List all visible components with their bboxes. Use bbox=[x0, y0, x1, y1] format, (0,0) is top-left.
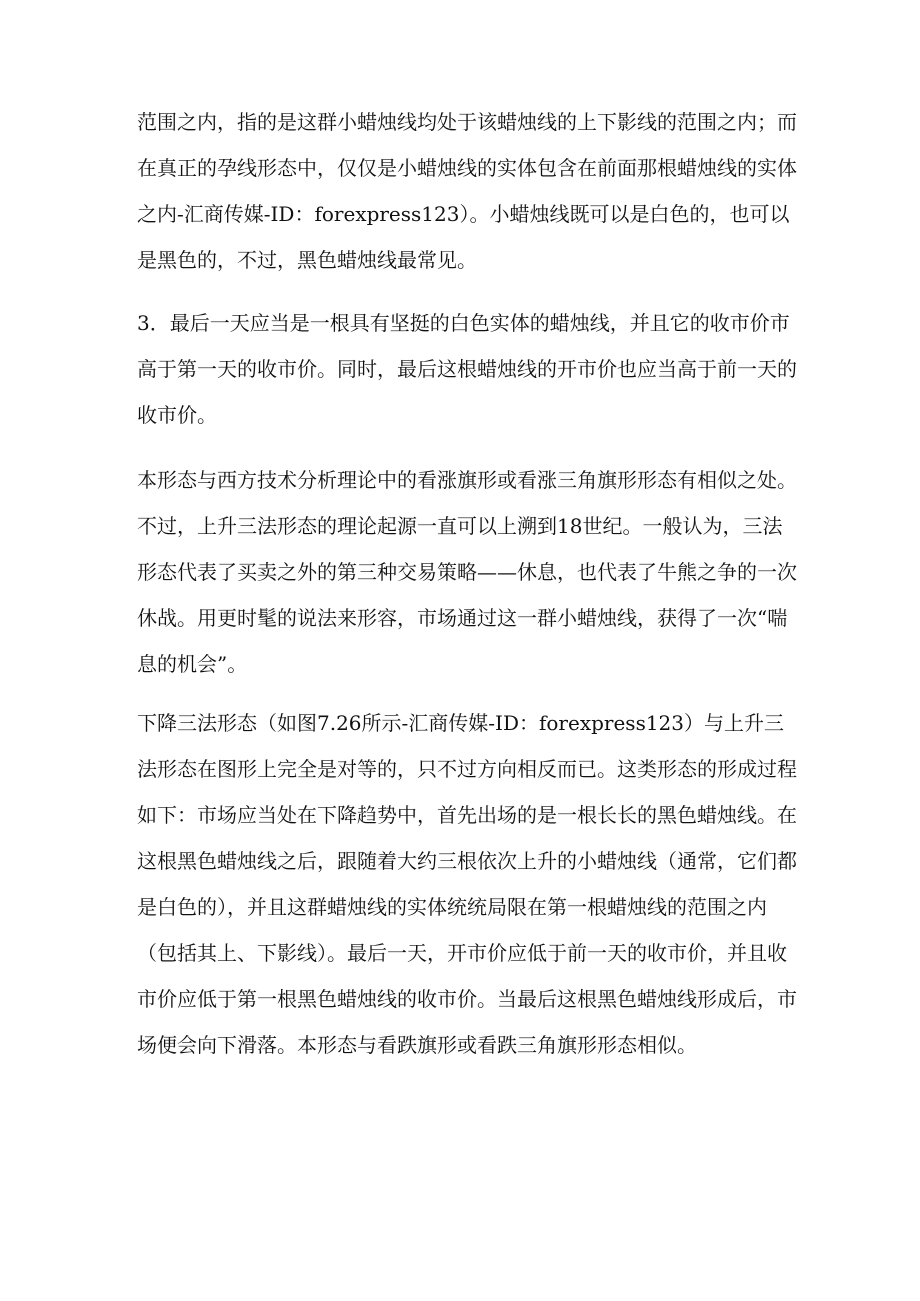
paragraph-4 bbox=[137, 700, 797, 1068]
paragraph-2 bbox=[137, 300, 797, 438]
text-line: 下降三法形态（如图7.26所示-汇商传媒-ID：forexpress123）与上升三 bbox=[137, 711, 785, 735]
text-line: 在真正的孕线形态中，仅仅是小蜡烛线的实体包含在前面那根蜡烛线的实体 bbox=[137, 156, 797, 180]
text-line: 如下：市场应当处在下降趋势中，首先出场的是一根长长的黑色蜡烛线。在 bbox=[137, 803, 797, 827]
paragraph-1 bbox=[137, 99, 797, 283]
text-line: 是黑色的，不过，黑色蜡烛线最常见。 bbox=[137, 248, 477, 272]
text-line: 收市价。 bbox=[137, 403, 217, 427]
text-line: 市价应低于第一根黑色蜡烛线的收市价。当最后这根黑色蜡烛线形成后，市 bbox=[137, 987, 797, 1011]
text-line: 3．最后一天应当是一根具有坚挺的白色实体的蜡烛线，并且它的收市价市 bbox=[137, 311, 790, 335]
text-line: 这根黑色蜡烛线之后，跟随着大约三根依次上升的小蜡烛线（通常，它们都 bbox=[137, 849, 797, 873]
text-line: 范围之内，指的是这群小蜡烛线均处于该蜡烛线的上下影线的范围之内；而 bbox=[137, 110, 797, 134]
text-line: 是白色的），并且这群蜡烛线的实体统统局限在第一根蜡烛线的范围之内 bbox=[137, 895, 767, 919]
text-line: （包括其上、下影线）。最后一天，开市价应低于前一天的收市价，并且收 bbox=[137, 941, 787, 965]
text-line: 法形态在图形上完全是对等的，只不过方向相反而已。这类形态的形成过程 bbox=[137, 757, 797, 781]
text-line: 休战。用更时髦的说法来形容，市场通过这一群小蜡烛线，获得了一次“喘 bbox=[137, 606, 788, 630]
text-line: 场便会向下滑落。本形态与看跌旗形或看跌三角旗形形态相似。 bbox=[137, 1033, 697, 1057]
text-line: 形态代表了买卖之外的第三种交易策略——休息，也代表了牛熊之争的一次 bbox=[137, 560, 797, 584]
text-line: 之内-汇商传媒-ID：forexpress123）。小蜡烛线既可以是白色的，也可以 bbox=[137, 202, 790, 226]
text-line: 本形态与西方技术分析理论中的看涨旗形或看涨三角旗形形态有相似之处。 bbox=[137, 468, 797, 492]
text-line: 不过，上升三法形态的理论起源一直可以上溯到18世纪。一般认为，三法 bbox=[137, 514, 783, 538]
text-line: 高于第一天的收市价。同时，最后这根蜡烛线的开市价也应当高于前一天的 bbox=[137, 357, 797, 381]
paragraph-3 bbox=[137, 457, 797, 687]
text-line: 息的机会”。 bbox=[137, 652, 248, 676]
